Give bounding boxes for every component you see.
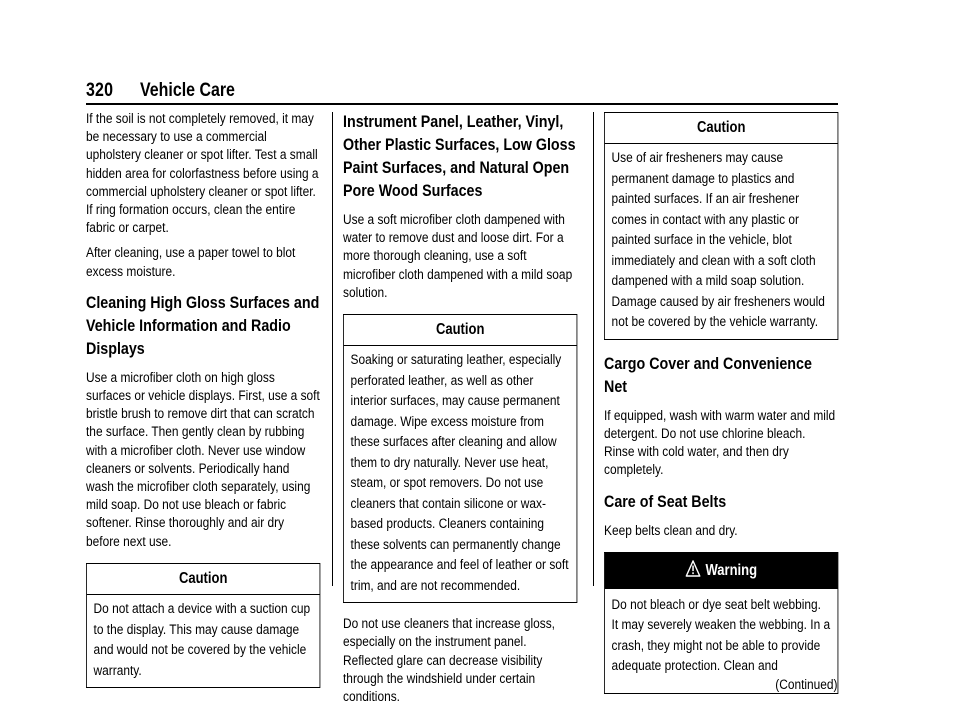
caution-box-air-fresheners [604,112,838,340]
header-rule [86,103,838,105]
heading-cargo-cover: Cargo Cover and Convenience Net [604,353,812,396]
warning-box-seat-belts [604,552,838,694]
heading-seat-belts: Care of Seat Belts [604,491,727,511]
caution-text: Soaking or saturating leather, especially perforated leather, as well as other interior surfaces, may cause permanent damage. Wipe excess moisture from these surfaces after cleaning and allow them to dry naturally. Never use heat, steam, or spot removers. Do not use cleaners that contain silicone or wax-based products. Cleaners containing these solvents can permanently change the appearance and feel of leather or soft trim, and are not recommended. [350,352,569,594]
continued-label: (Continued) [775,676,838,693]
page-number: 320 [86,80,114,101]
paragraph-seat-belts: Keep belts clean and dry. [604,522,738,539]
section-title: Vehicle Care [140,80,235,101]
column-divider [593,112,594,586]
paragraph-blot-moisture: After cleaning, use a paper towel to blot excess moisture. [86,245,296,280]
caution-box-leather [343,314,577,603]
caution-text: Do not attach a device with a suction cup to the display. This may cause damage and would not be covered by the vehicle warranty. [93,601,311,679]
heading-instrument-panel: Instrument Panel, Leather, Vinyl, Other Plastic Surfaces, Low Gloss Paint Surfaces, and Natural Open Pore Wood Surfaces [343,112,576,200]
column-3 [604,110,838,694]
warning-triangle-icon [685,560,700,582]
caution-title: Caution [344,315,577,346]
caution-title: Caution [87,564,320,595]
paragraph-microfiber: Use a soft microfiber cloth dampened with water to remove dust and loose dirt. For a more thorough cleaning, use a soft microfiber cloth dampened with a mild soap solution. [343,212,573,301]
caution-text: Use of air fresheners may cause permanent damage to plastics and painted surfaces. If an air freshener comes in contact with any plastic or painted surface in the vehicle, blot immediately and clean with a soft cloth dampened with a mild soap solution. Damage caused by air fresheners would not be covered by the vehicle warranty. [611,150,825,331]
heading-high-gloss: Cleaning High Gloss Surfaces and Vehicle Information and Radio Displays [86,292,320,358]
paragraph-high-gloss: Use a microfiber cloth on high gloss surfaces or vehicle displays. First, use a soft bristle brush to remove dirt that can scratch the surface. Then gently clean by rubbing with a microfiber cloth. Never use window cleaners or solvents. Periodically hand wash the microfiber cloth separately, using mild soap. Do not use bleach or fabric softener. Rinse thoroughly and air dry before next use. [86,369,320,550]
warning-title: Warning [705,561,758,579]
paragraph-cargo-cover: If equipped, wash with warm water and mild detergent. Do not use chlorine bleach. Rinse with cold water, and then dry completely. [604,407,836,479]
caution-box-display [86,563,320,688]
caution-title: Caution [605,113,838,144]
warning-header [605,553,838,589]
column-1 [86,110,320,700]
paragraph-gloss-cleaners: Do not use cleaners that increase gloss, especially on the instrument panel. Reflected glare can decrease visibility through the windshield under certain conditions. [343,616,555,706]
column-2 [343,110,577,713]
column-divider [332,112,333,586]
paragraph-upholstery-cleaner: If the soil is not completely removed, it may be necessary to use a commercial upholstery cleaner or spot lifter. Test a small hidden area for colorfastness before using a commercial upholstery cleaner or spot lifter. If ring formation occurs, clean the entire fabric or carpet. [86,111,319,237]
warning-text: Do not bleach or dye seat belt webbing. It may severely weaken the webbing. In a crash, they might not be able to provide adequate protection. Clean and [611,596,831,675]
